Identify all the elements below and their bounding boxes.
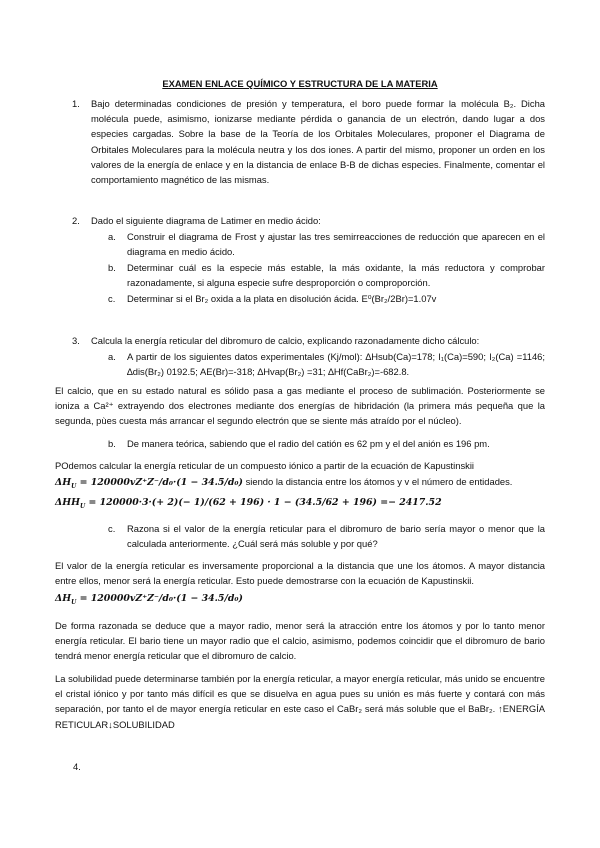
question-3b-letter: b. [108,438,116,449]
question-2 [72,213,545,228]
kapustinskii-equation: $\Delta H_U = 120000vZ^+Z^-/d_0\cdot(1 - 34.5/d_0)$ [55,477,243,490]
question-1 [72,96,545,187]
answer-3c-part2: De forma razonada se deduce que a mayor radio, menor será la atracción entre los átomos y por lo tanto menor energía reticular. El bario tiene un mayor radio que el calcio, asimismo, podemos coincidir que el dibromuro de bario tendrá menor energía reticular que el dibromuro de calcio. [55,620,545,662]
question-3a-letter: a. [108,351,116,362]
answer-3c-part3: La solubilidad puede determinarse también por la energía reticular, a mayor energía reticular, más unido se encuentre el cristal iónico y por tanto más difícil es que se disuelva en agua pues su unión es más fuerte y contará con más separación, por tanto el de mayor energía reticular en este caso el CaBr₂ será más soluble que el BaBr₂. ↑ENERGÍA RETICULAR↓SOLUBILIDAD [55,673,545,730]
calculation-equation: $\Delta HH_U = 120000\cdot 3\cdot(+ 2)(- 1)/(62 + 196) \cdot 1 - (34.5/62 + 196) =- 2417.52$ [55,497,442,510]
question-3b [108,436,545,451]
question-2b-letter: b. [108,262,116,273]
question-3c-letter: c. [108,523,116,534]
question-2b-text: Determinar cuál es la especie más estable, la más oxidante, la más reductora y comprobar razonadamente, si alguna especie sufre desproporción o comproporción. [127,262,545,289]
answer-3b-calculation [55,494,545,510]
question-4-number: 4. [73,761,81,772]
question-2b [108,260,545,290]
equation-explanation: siendo la distancia entre los átomos y v el número de entidades. [242,476,513,487]
question-3b-text: De manera teórica, sabiendo que el radio del catión es 62 pm y el del anión es 196 pm. [127,438,490,449]
question-2c-text: Determinar si el Br₂ oxida a la plata en disolución ácida. E⁰(Br₂/2Br)=1.07v [127,293,437,304]
question-2a [108,229,545,259]
question-1-text: Bajo determinadas condiciones de presión y temperatura, el boro puede formar la molécula B₂. Dicha molécula puede, asimismo, ionizarse mediante pérdida o ganancia de un electrón, dando lugar a dos especies cargadas. Sobre la base de la Teoría de los Orbitales Moleculares, proponer el Diagrama de Orbitales Moleculares para la molécula neutra y los dos iones. A partir del mismo, proponer un orden en los valores de la energía de enlace y en la distancia de enlace B-B de dichas especies. Finalmente, comentar el comportamiento magnético de las mismas. [91,98,545,186]
question-2c-letter: c. [108,293,116,304]
answer-3c-equation [55,590,545,606]
question-3a [108,349,545,379]
question-2a-text: Construir el diagrama de Frost y ajustar las tres semirreacciones de reducción que aparecen en el diagrama en medio ácido. [127,231,545,258]
question-3a-text: A partir de los siguientes datos experimentales (Kj/mol): ∆Hsub(Ca)=178; I₁(Ca)=590; I₂(Ca) =1146; ∆dis(Br₂) 0192.5; AE(Br)=-318; ∆Hvap(Br₂) =31; ∆Hf(CaBr₂)=-682.8. [127,351,545,378]
question-2-number: 2. [72,215,80,226]
question-3c-text: Razona si el valor de la energía reticular para el dibromuro de bario sería mayor o menor que la calculada anteriormente. ¿Cuál será más soluble y por qué? [127,523,545,550]
question-3 [72,333,545,348]
question-1-number: 1. [72,98,80,109]
kapustinskii-equation-2: $\Delta H_U = 120000vZ^+Z^-/d_0\cdot(1 - 34.5/d_0)$ [55,593,243,606]
answer-3a: El calcio, que en su estado natural es sólido pasa a gas mediante el proceso de sublimación. Posteriormente se ioniza a Ca²⁺ extrayendo dos electrones mediante dos energías de hibridación (la primera más pequeña que la segunda, pùes cuesta más arrancar el segundo electrón que se siente más atraído por el núcleo). [55,385,545,427]
question-3c [108,521,545,551]
question-2a-letter: a. [108,231,116,242]
answer-3b-equation-line [55,474,545,490]
answer-3b-intro: POdemos calcular la energía reticular de un compuesto iónico a partir de la ecuación de Kapustinskii [55,460,474,471]
answer-3c-part1: El valor de la energía reticular es inversamente proporcional a la distancia que une los átomos. A mayor distancia entre ellos, menor será la energía reticular. Esto puede demostrarse con la ecuación de Kapustinskii. [55,560,545,587]
question-2-text: Dado el siguiente diagrama de Latimer en medio ácido: [91,215,321,226]
question-3-number: 3. [72,335,80,346]
page-title: EXAMEN ENLACE QUÍMICO Y ESTRUCTURA DE LA MATERIA [162,78,438,89]
question-3-text: Calcula la energía reticular del dibromuro de calcio, explicando razonadamente dicho cálculo: [91,335,480,346]
question-2c [108,291,545,306]
